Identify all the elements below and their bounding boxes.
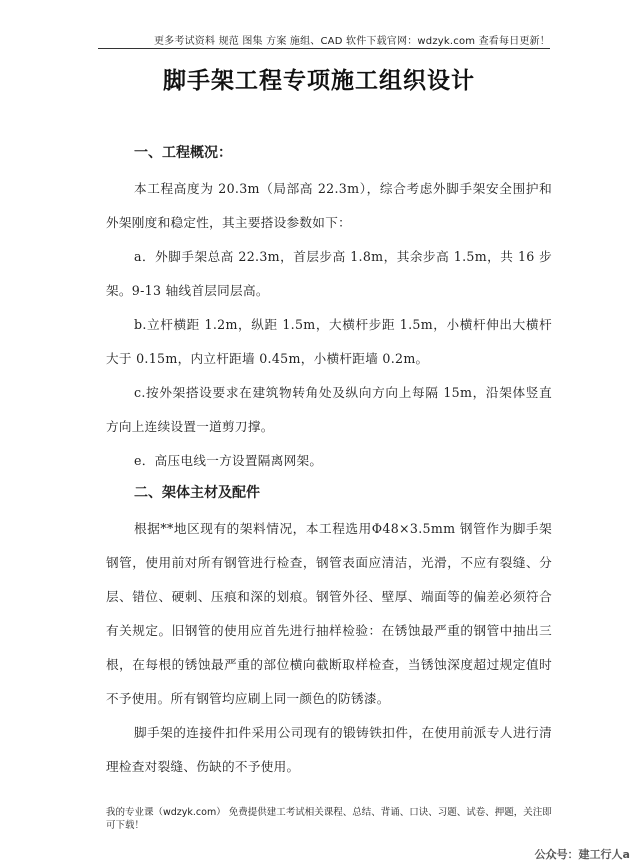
paragraph: b.立杆横距 1.2m，纵距 1.5m，大横杆步距 1.5m，小横杆伸出大横杆大于 0.15m，内立杆距墙 0.45m，小横杆距墙 0.2m。: [106, 317, 552, 366]
watermark: 公众号：建工行人a: [534, 848, 630, 861]
page-title: 脚手架工程专项施工组织设计: [163, 68, 475, 94]
paragraph: c.按外架搭设要求在建筑物转角处及纵向方向上每隔 15m，沿架体竖直方向上连续设置一道剪刀撑。: [106, 385, 552, 434]
section-heading-overview: 一、工程概况：: [134, 145, 232, 161]
document-body: [106, 138, 552, 784]
paragraph: 脚手架的连接件扣件采用公司现有的锻铸铁扣件，在使用前派专人进行清理检查对裂缝、伤缺的不予使用。: [106, 725, 552, 774]
footer-note: 我的专业课（wdzyk.com） 免费提供建工考试相关课程、总结、背诵、口诀、习题、试卷、押题，关注即可下载！: [106, 807, 552, 831]
section-heading-materials: 二、架体主材及配件: [134, 485, 260, 501]
header-note: 更多考试资料 规范 图集 方案 施组、CAD 软件下载官网：wdzyk.com 查看每日更新！: [153, 36, 550, 47]
paragraph: a．外脚手架总高 22.3m，首层步高 1.8m，其余步高 1.5m，共 16 步架。9-13 轴线首层同层高。: [106, 249, 552, 298]
paragraph: 本工程高度为 20.3m（局部高 22.3m），综合考虑外脚手架安全围护和外架刚度和稳定性，其主要搭设参数如下：: [106, 181, 552, 230]
paragraph: 根据**地区现有的架料情况，本工程选用Φ48×3.5mm 钢管作为脚手架钢管，使用前对所有钢管进行检查，钢管表面应清洁，光滑，不应有裂缝、分层、错位、硬刺、压痕和深的划痕。钢管外径、壁厚、端面等的偏差必须符合有关规定。旧钢管的使用应首先进行抽样检验：在锈蚀最严重的钢管中抽出三根，在每根的锈蚀最严重的部位横向截断取样检查，当锈蚀深度超过规定值时不予使用。所有钢管均应刷上同一颜色的防锈漆。: [106, 521, 552, 706]
header-divider: [98, 48, 550, 49]
paragraph: e．高压电线一方设置隔离网架。: [134, 453, 323, 468]
